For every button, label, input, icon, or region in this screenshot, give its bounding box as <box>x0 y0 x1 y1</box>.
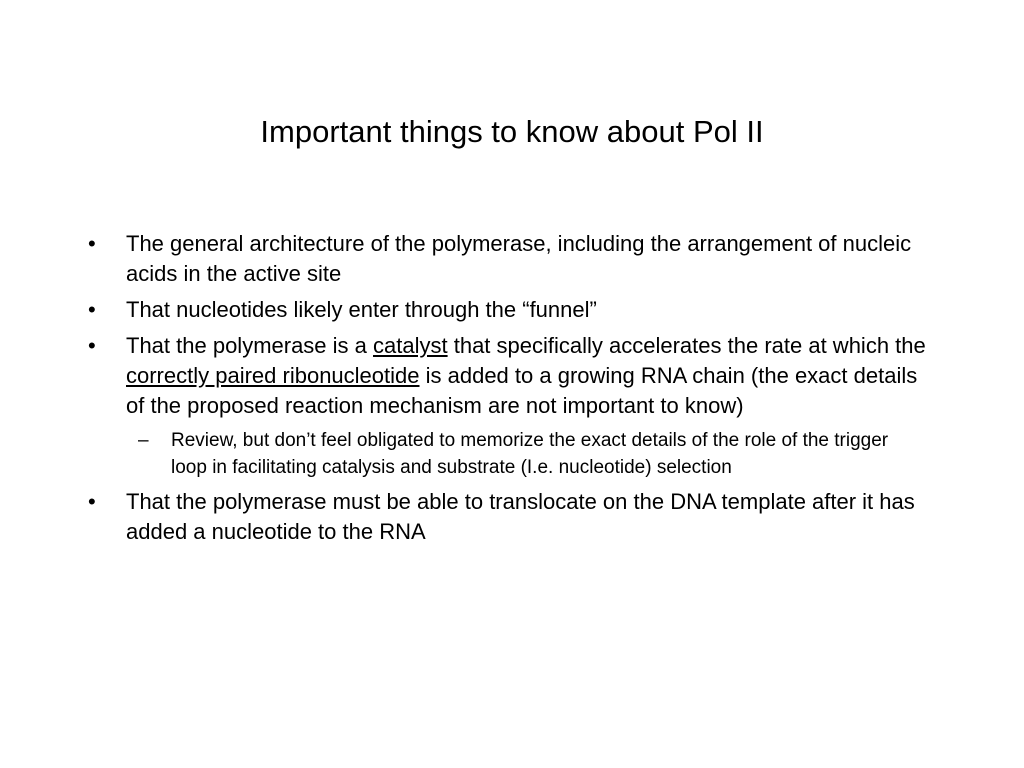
bullet-marker: • <box>88 333 96 358</box>
sub-bullet-marker: – <box>138 430 149 451</box>
bullet-item-funnel <box>0 295 1024 325</box>
bullet-text: That nucleotides likely enter through the “funnel” <box>126 297 597 322</box>
bullet-text: That the polymerase must be able to translocate on the DNA template after it has added a nucleotide to the RNA <box>126 489 915 544</box>
slide-title: Important things to know about Pol II <box>260 114 764 149</box>
bullet-text: The general architecture of the polymerase, including the arrangement of nucleic acids in the active site <box>126 231 912 286</box>
bullet-marker: • <box>88 489 96 514</box>
bullet-text-part: that specifically accelerates the rate at which the <box>447 333 926 358</box>
underlined-term-catalyst: catalyst <box>373 333 448 358</box>
underlined-term-ribonucleotide: correctly paired ribonucleotide <box>126 363 420 388</box>
bullet-item-translocate <box>0 487 1024 547</box>
bullet-text-part: That the polymerase is a <box>126 333 374 358</box>
bullet-text-part: is added to a growing RNA chain (the exact details of the proposed reaction mechanism are not important to know) <box>126 363 918 418</box>
bullet-item-catalyst <box>0 331 1024 421</box>
bullet-item-architecture <box>0 229 1024 289</box>
bullet-marker: • <box>88 297 96 322</box>
sub-bullet-text: Review, but don’t feel obligated to memorize the exact details of the role of the trigger loop in facilitating catalysis and substrate (I.e. nucleotide) selection <box>171 430 889 478</box>
bullet-marker: • <box>88 231 96 256</box>
bullet-list <box>0 229 1024 553</box>
sub-bullet-item-trigger-loop <box>0 427 1024 481</box>
